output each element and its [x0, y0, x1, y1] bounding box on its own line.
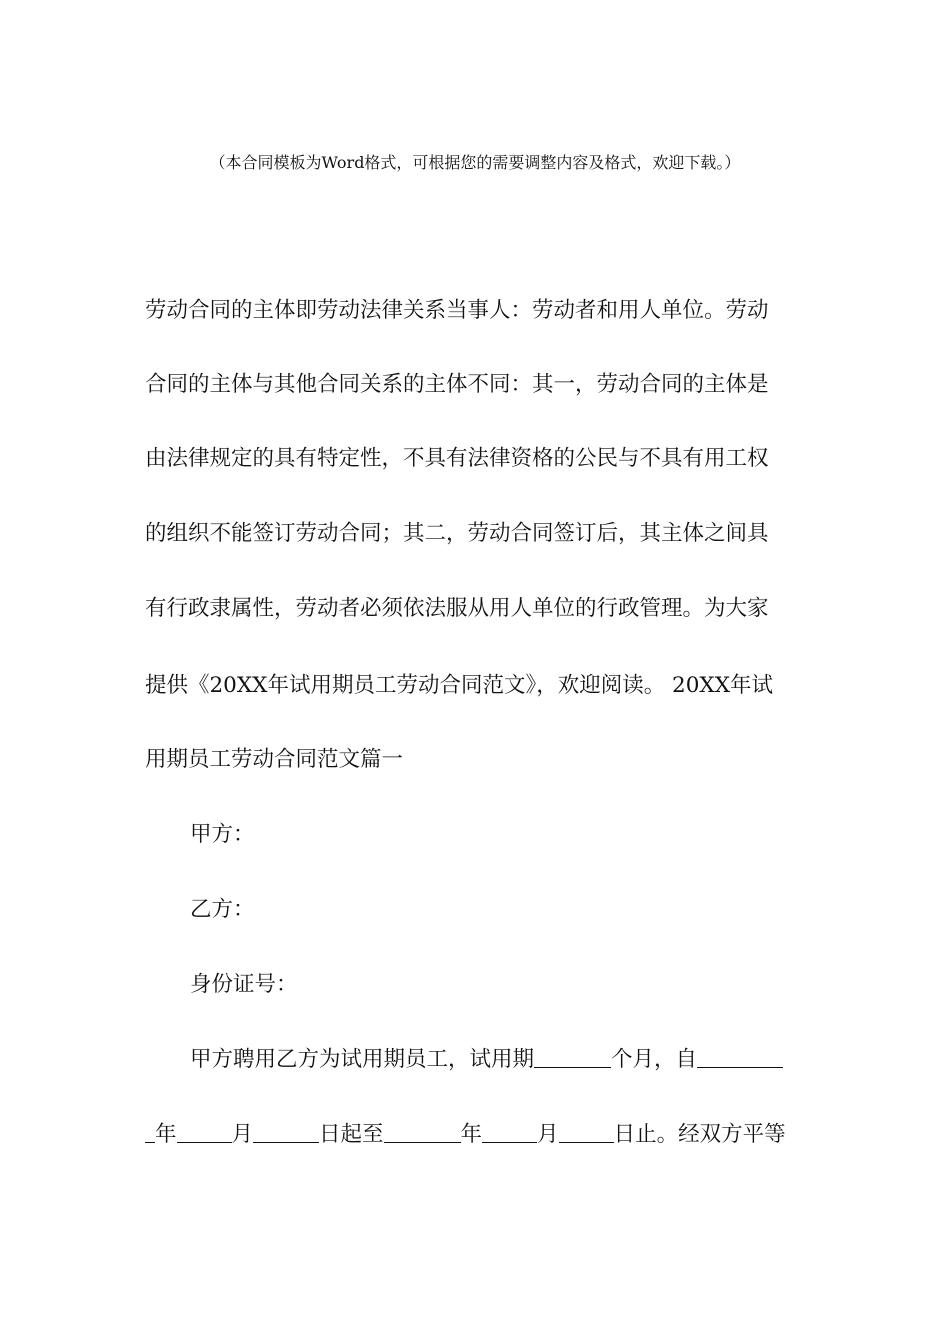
- term-text-2: 个月，自: [611, 1047, 698, 1072]
- year-text-2: 年: [460, 1122, 483, 1147]
- year-text-1: 年: [155, 1122, 177, 1147]
- start-year-blank-a[interactable]: [697, 1045, 783, 1068]
- start-day-blank[interactable]: [253, 1120, 319, 1143]
- end-month-blank[interactable]: [482, 1120, 537, 1143]
- intro-line-6: 提供《20XX年试用期员工劳动合同范文》，欢迎阅读。 20XX年试: [145, 673, 774, 698]
- month-text-1: 月: [231, 1122, 254, 1147]
- day-to-text: 日起至: [319, 1122, 384, 1147]
- id-number-label: 身份证号：: [190, 972, 298, 997]
- party-b-label: 乙方：: [190, 897, 255, 922]
- end-text: 日止。经双方平等: [613, 1122, 786, 1147]
- start-month-blank[interactable]: [177, 1120, 232, 1143]
- party-a-label: 甲方：: [190, 822, 255, 847]
- end-year-blank[interactable]: [384, 1120, 461, 1143]
- end-day-blank[interactable]: [559, 1120, 614, 1143]
- intro-line-2: 合同的主体与其他合同关系的主体不同：其一，劳动合同的主体是: [145, 372, 769, 397]
- months-blank[interactable]: [534, 1045, 611, 1068]
- term-line-2: [145, 1120, 786, 1150]
- intro-line-1: 劳动合同的主体即劳动法律关系当事人：劳动者和用人单位。劳动: [145, 298, 769, 323]
- intro-line-5: 有行政隶属性，劳动者必须依法服从用人单位的行政管理。为大家: [145, 596, 769, 621]
- start-year-blank-b[interactable]: [145, 1120, 155, 1143]
- term-line-1: [190, 1045, 783, 1075]
- intro-line-3: 由法律规定的具有特定性，不具有法律资格的公民与不具有用工权: [145, 446, 769, 471]
- month-text-2: 月: [537, 1122, 559, 1147]
- term-text-1: 甲方聘用乙方为试用期员工，试用期: [190, 1047, 535, 1072]
- intro-line-7: 用期员工劳动合同范文篇一: [145, 747, 404, 772]
- template-note: （本合同模板为Word格式，可根据您的需要调整内容及格式，欢迎下载。）: [209, 153, 741, 172]
- intro-line-4: 的组织不能签订劳动合同；其二，劳动合同签订后，其主体之间具: [145, 521, 769, 546]
